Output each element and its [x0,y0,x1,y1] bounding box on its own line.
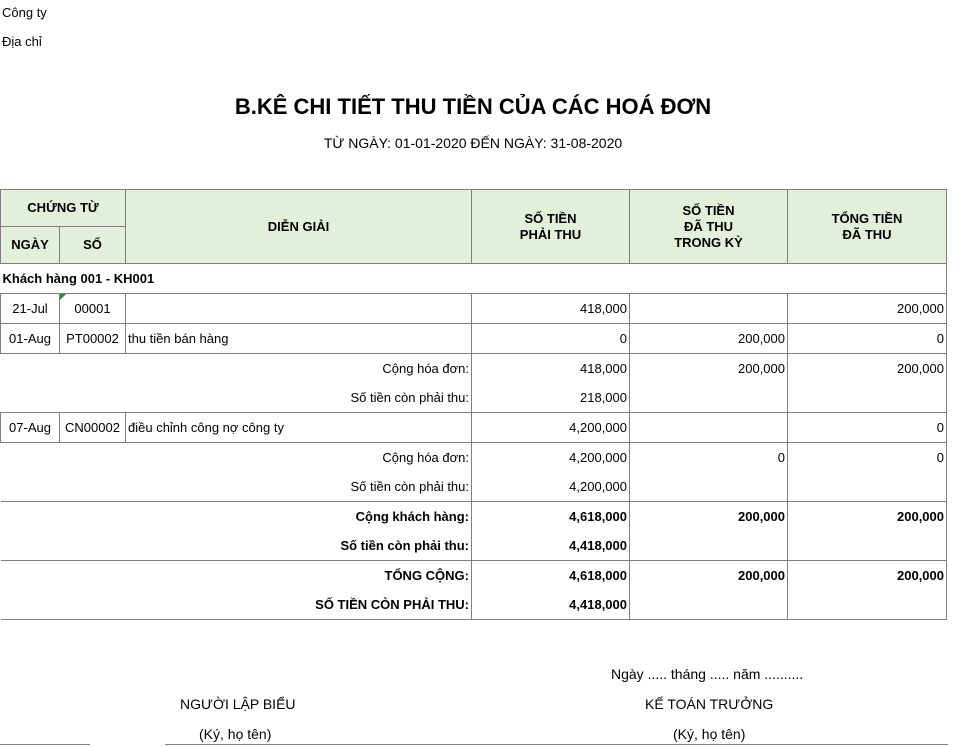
col-header-ngay: NGÀY [1,227,60,264]
row-amount-receivable: 0 [472,324,630,354]
subtotal-label: Cộng hóa đơn: [1,354,472,384]
grand-remaining-amount: 4,418,000 [472,590,630,620]
row-description: điều chỉnh công nợ công ty [126,413,472,443]
col-header-trong-ky [630,190,788,264]
customer-total-label: Cộng khách hàng: [1,502,472,532]
customer-remaining-label: Số tiền còn phải thu: [1,531,472,561]
row-amount-collected-period: 200,000 [630,324,788,354]
subtotal-collected-period: 0 [630,443,788,473]
col-header-phai-thu-line2: PHẢI THU [519,226,582,242]
grand-remaining-label: SỐ TIỀN CÒN PHẢI THU: [1,590,472,620]
row-amount-receivable: 4,200,000 [472,413,630,443]
grand-total-label: TỔNG CỘNG: [1,561,472,591]
header-row-1 [1,190,947,227]
remaining-row [1,472,947,502]
subtotal-row [1,354,947,384]
customer-total-receivable: 4,618,000 [472,502,630,532]
customer-group-row [1,264,947,294]
remaining-label: Số tiền còn phải thu: [1,472,472,502]
col-header-dien-giai: DIỄN GIẢI [126,190,472,264]
row-date: 01-Aug [1,324,60,354]
row-description: thu tiền bán hàng [126,324,472,354]
customer-total-collected: 200,000 [788,502,947,532]
report-title: B.KÊ CHI TIẾT THU TIỀN CỦA CÁC HOÁ ĐƠN [234,94,712,119]
remaining-amount: 218,000 [472,383,630,413]
row-date: 21-Jul [1,294,60,324]
row-total-collected: 0 [788,324,947,354]
bottom-divider-left [0,744,90,745]
preparer-sign-note: (Ký, họ tên) [199,726,272,742]
subtotal-total-collected: 0 [788,443,947,473]
row-total-collected: 200,000 [788,294,947,324]
subtotal-receivable: 4,200,000 [472,443,630,473]
col-header-trong-ky-line3: TRONG KỲ [674,234,743,250]
row-date: 07-Aug [1,413,60,443]
grand-total-row [1,561,947,591]
row-description [126,294,472,324]
customer-total-row [1,502,947,532]
report-table [0,189,947,620]
subtotal-row [1,443,947,473]
col-header-tong [788,190,947,264]
col-header-trong-ky-line2: ĐÃ THU [683,218,734,234]
subtotal-receivable: 418,000 [472,354,630,384]
subtotal-label: Cộng hóa đơn: [1,443,472,473]
col-header-phai-thu-line1: SỐ TIỀN [524,210,577,226]
subtotal-total-collected: 200,000 [788,354,947,384]
col-header-so: SỐ [60,227,126,264]
table-row [1,294,947,324]
col-header-phai-thu [472,190,630,264]
row-number: CN00002 [60,413,126,443]
customer-remaining-amount: 4,418,000 [472,531,630,561]
signature-date-line: Ngày ..... tháng ..... năm .......... [611,666,804,682]
preparer-title: NGƯỜI LẬP BIỂU [180,696,296,712]
address-label: Địa chỉ [2,34,42,49]
col-header-tong-line1: TỔNG TIỀN [831,210,903,226]
row-total-collected: 0 [788,413,947,443]
grand-remaining-row [1,590,947,620]
grand-total-collected-period: 200,000 [630,561,788,591]
customer-remaining-row [1,531,947,561]
table-row [1,324,947,354]
grand-total-collected: 200,000 [788,561,947,591]
report-date-range: TỪ NGÀY: 01-01-2020 ĐẾN NGÀY: 31-08-2020 [323,135,623,151]
row-number: PT00002 [60,324,126,354]
company-label: Công ty [2,5,47,20]
customer-name: Khách hàng 001 - KH001 [1,264,947,294]
remaining-row [1,383,947,413]
row-amount-collected-period [630,413,788,443]
row-amount-receivable: 418,000 [472,294,630,324]
chief-accountant-sign-note: (Ký, họ tên) [673,726,746,742]
chief-accountant-title: KẾ TOÁN TRƯỞNG [645,696,774,712]
col-header-trong-ky-line1: SỐ TIỀN [682,202,735,218]
remaining-amount: 4,200,000 [472,472,630,502]
bottom-divider-right [165,744,948,745]
table-row [1,413,947,443]
customer-total-collected-period: 200,000 [630,502,788,532]
col-header-tong-line2: ĐÃ THU [842,226,892,242]
row-number: 00001 [60,294,126,324]
remaining-label: Số tiền còn phải thu: [1,383,472,413]
row-amount-collected-period [630,294,788,324]
col-header-chung-tu: CHỨNG TỪ [1,190,126,227]
grand-total-receivable: 4,618,000 [472,561,630,591]
subtotal-collected-period: 200,000 [630,354,788,384]
